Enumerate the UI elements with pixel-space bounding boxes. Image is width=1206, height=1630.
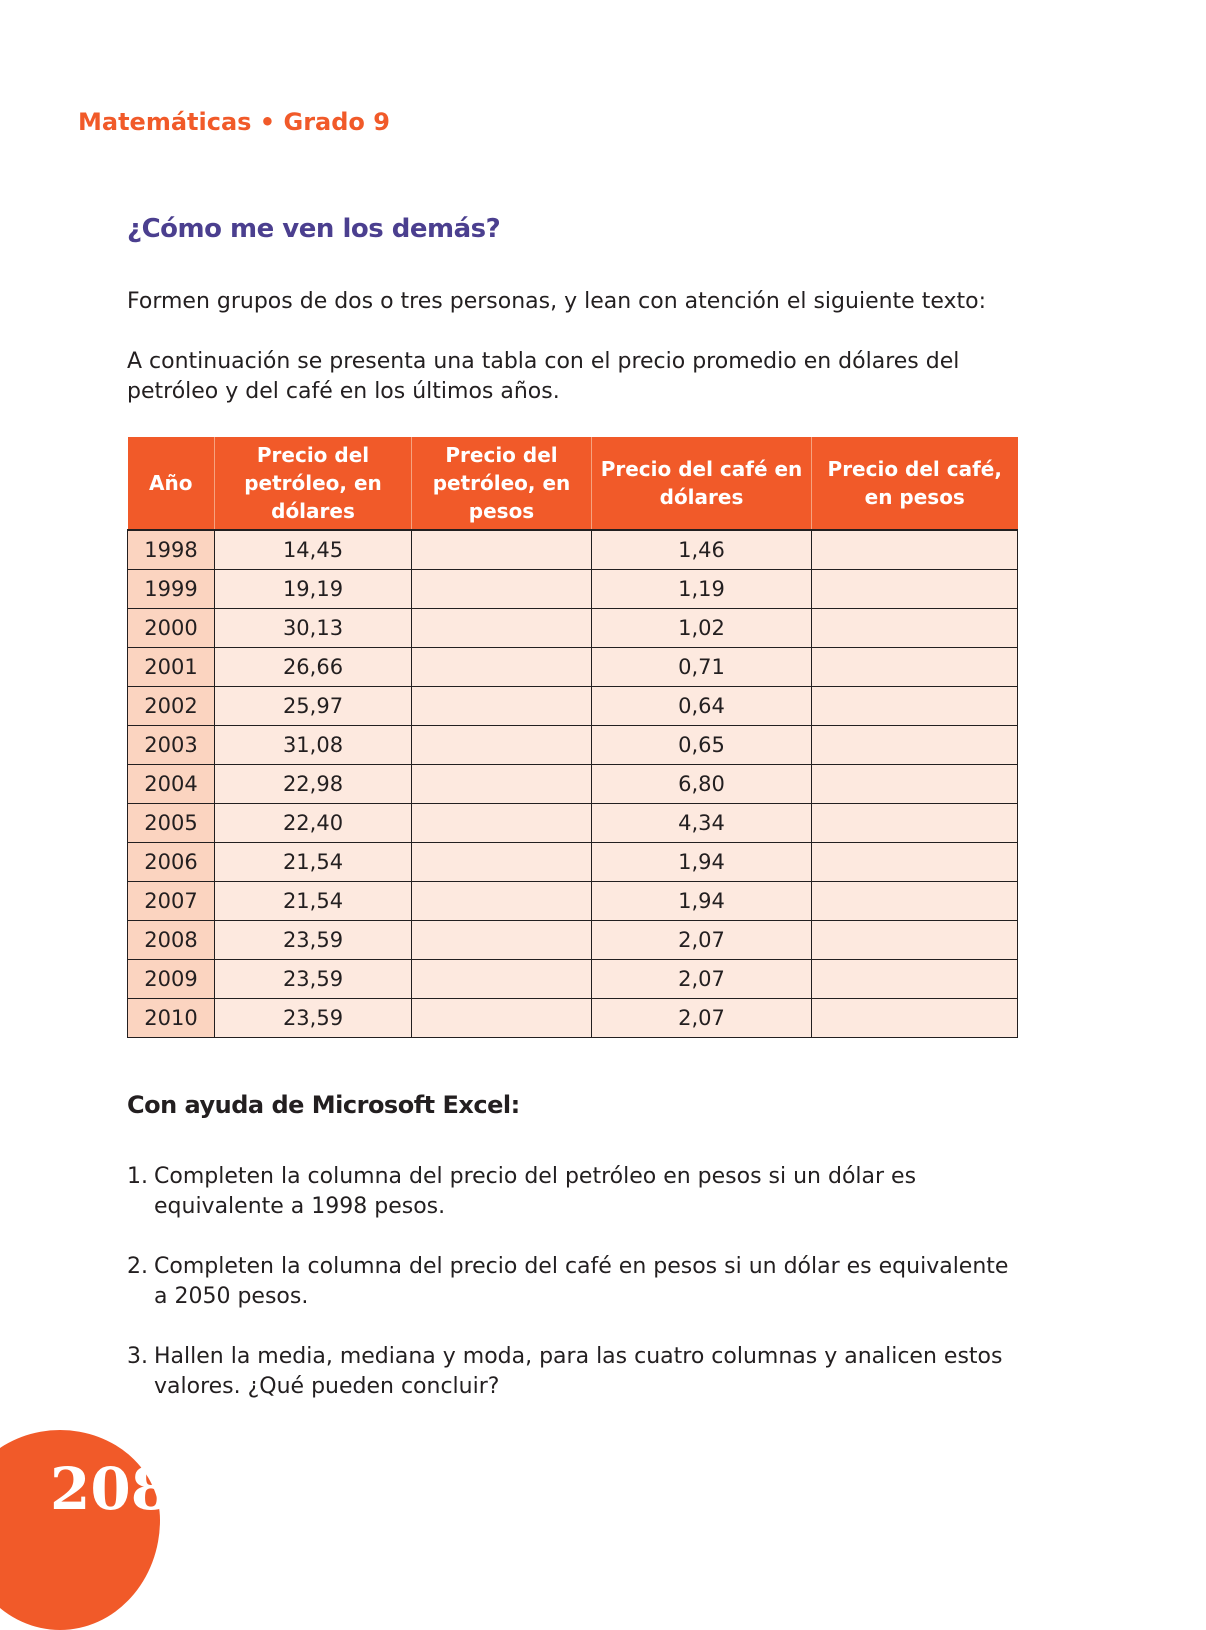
coffee-dollars-cell: 2,07 xyxy=(592,999,812,1038)
oil-dollars-cell: 22,40 xyxy=(215,804,412,843)
task-number: 3. xyxy=(127,1344,148,1369)
year-cell: 2001 xyxy=(128,648,215,687)
coffee-pesos-cell[interactable] xyxy=(812,960,1018,999)
oil-pesos-cell[interactable] xyxy=(412,687,592,726)
table-row xyxy=(128,530,1018,570)
oil-pesos-cell[interactable] xyxy=(412,999,592,1038)
year-cell: 2003 xyxy=(128,726,215,765)
task-list xyxy=(127,1162,1017,1432)
year-cell: 2004 xyxy=(128,765,215,804)
oil-dollars-cell: 23,59 xyxy=(215,960,412,999)
year-cell: 2008 xyxy=(128,921,215,960)
oil-dollars-cell: 21,54 xyxy=(215,882,412,921)
page-number: 208 xyxy=(50,1455,172,1523)
table-row xyxy=(128,882,1018,921)
oil-dollars-cell: 21,54 xyxy=(215,843,412,882)
year-cell: 1999 xyxy=(128,570,215,609)
task-item xyxy=(127,1162,1017,1222)
intro-paragraph-2: A continuación se presenta una tabla con el precio promedio en dólares del petróleo y del café en los últimos años. xyxy=(127,349,960,404)
coffee-dollars-cell: 1,19 xyxy=(592,570,812,609)
coffee-pesos-cell[interactable] xyxy=(812,687,1018,726)
task-item xyxy=(127,1252,1017,1312)
coffee-dollars-cell: 1,94 xyxy=(592,882,812,921)
table-row xyxy=(128,843,1018,882)
price-table xyxy=(127,437,1018,1038)
table-row xyxy=(128,921,1018,960)
year-cell: 2000 xyxy=(128,609,215,648)
year-cell: 2007 xyxy=(128,882,215,921)
task-text: Completen la columna del precio del petróleo en pesos si un dólar es equivalente a 1998 pesos. xyxy=(154,1164,917,1219)
task-number: 1. xyxy=(127,1164,148,1189)
excel-section-title: Con ayuda de Microsoft Excel: xyxy=(127,1091,520,1119)
table-row xyxy=(128,999,1018,1038)
header-coffee-pesos: Precio del café, en pesos xyxy=(812,437,1018,530)
oil-pesos-cell[interactable] xyxy=(412,570,592,609)
oil-dollars-cell: 25,97 xyxy=(215,687,412,726)
oil-pesos-cell[interactable] xyxy=(412,960,592,999)
coffee-pesos-cell[interactable] xyxy=(812,765,1018,804)
task-item xyxy=(127,1342,1017,1402)
oil-dollars-cell: 23,59 xyxy=(215,999,412,1038)
year-cell: 2009 xyxy=(128,960,215,999)
table-row xyxy=(128,687,1018,726)
year-cell: 2005 xyxy=(128,804,215,843)
table-header-row xyxy=(128,437,1018,530)
header-year: Año xyxy=(128,437,215,530)
coffee-dollars-cell: 0,71 xyxy=(592,648,812,687)
oil-dollars-cell: 22,98 xyxy=(215,765,412,804)
table-row xyxy=(128,648,1018,687)
coffee-dollars-cell: 1,94 xyxy=(592,843,812,882)
year-cell: 2010 xyxy=(128,999,215,1038)
coffee-pesos-cell[interactable] xyxy=(812,609,1018,648)
oil-dollars-cell: 14,45 xyxy=(215,530,412,570)
oil-pesos-cell[interactable] xyxy=(412,804,592,843)
oil-pesos-cell[interactable] xyxy=(412,726,592,765)
coffee-dollars-cell: 1,02 xyxy=(592,609,812,648)
oil-pesos-cell[interactable] xyxy=(412,609,592,648)
header-oil-pesos: Precio del petróleo, en pesos xyxy=(412,437,592,530)
coffee-dollars-cell: 1,46 xyxy=(592,530,812,570)
coffee-dollars-cell: 2,07 xyxy=(592,960,812,999)
table-row xyxy=(128,726,1018,765)
coffee-pesos-cell[interactable] xyxy=(812,882,1018,921)
table-row xyxy=(128,570,1018,609)
oil-pesos-cell[interactable] xyxy=(412,648,592,687)
oil-dollars-cell: 23,59 xyxy=(215,921,412,960)
header-oil-dollars: Precio del petróleo, en dólares xyxy=(215,437,412,530)
table-row xyxy=(128,960,1018,999)
oil-pesos-cell[interactable] xyxy=(412,921,592,960)
coffee-pesos-cell[interactable] xyxy=(812,804,1018,843)
oil-dollars-cell: 30,13 xyxy=(215,609,412,648)
table-row xyxy=(128,609,1018,648)
section-title: ¿Cómo me ven los demás? xyxy=(127,214,501,244)
oil-dollars-cell: 31,08 xyxy=(215,726,412,765)
coffee-dollars-cell: 2,07 xyxy=(592,921,812,960)
oil-pesos-cell[interactable] xyxy=(412,843,592,882)
table-row xyxy=(128,765,1018,804)
oil-pesos-cell[interactable] xyxy=(412,765,592,804)
coffee-dollars-cell: 0,64 xyxy=(592,687,812,726)
year-cell: 1998 xyxy=(128,530,215,570)
coffee-pesos-cell[interactable] xyxy=(812,843,1018,882)
coffee-pesos-cell[interactable] xyxy=(812,726,1018,765)
year-cell: 2002 xyxy=(128,687,215,726)
task-number: 2. xyxy=(127,1254,148,1279)
year-cell: 2006 xyxy=(128,843,215,882)
coffee-pesos-cell[interactable] xyxy=(812,648,1018,687)
oil-dollars-cell: 26,66 xyxy=(215,648,412,687)
header-coffee-dollars: Precio del café en dólares xyxy=(592,437,812,530)
task-text: Hallen la media, mediana y moda, para las cuatro columnas y analicen estos valores. ¿Qué pueden concluir? xyxy=(154,1344,1003,1399)
coffee-dollars-cell: 0,65 xyxy=(592,726,812,765)
table-row xyxy=(128,804,1018,843)
coffee-dollars-cell: 4,34 xyxy=(592,804,812,843)
oil-pesos-cell[interactable] xyxy=(412,530,592,570)
coffee-pesos-cell[interactable] xyxy=(812,921,1018,960)
coffee-pesos-cell[interactable] xyxy=(812,570,1018,609)
oil-dollars-cell: 19,19 xyxy=(215,570,412,609)
page-header-title: Matemáticas • Grado 9 xyxy=(78,108,390,136)
oil-pesos-cell[interactable] xyxy=(412,882,592,921)
intro-paragraph-1: Formen grupos de dos o tres personas, y lean con atención el siguiente texto: xyxy=(127,289,986,314)
coffee-pesos-cell[interactable] xyxy=(812,530,1018,570)
task-text: Completen la columna del precio del café en pesos si un dólar es equivalente a 2050 pesos. xyxy=(154,1254,1009,1309)
coffee-dollars-cell: 6,80 xyxy=(592,765,812,804)
coffee-pesos-cell[interactable] xyxy=(812,999,1018,1038)
